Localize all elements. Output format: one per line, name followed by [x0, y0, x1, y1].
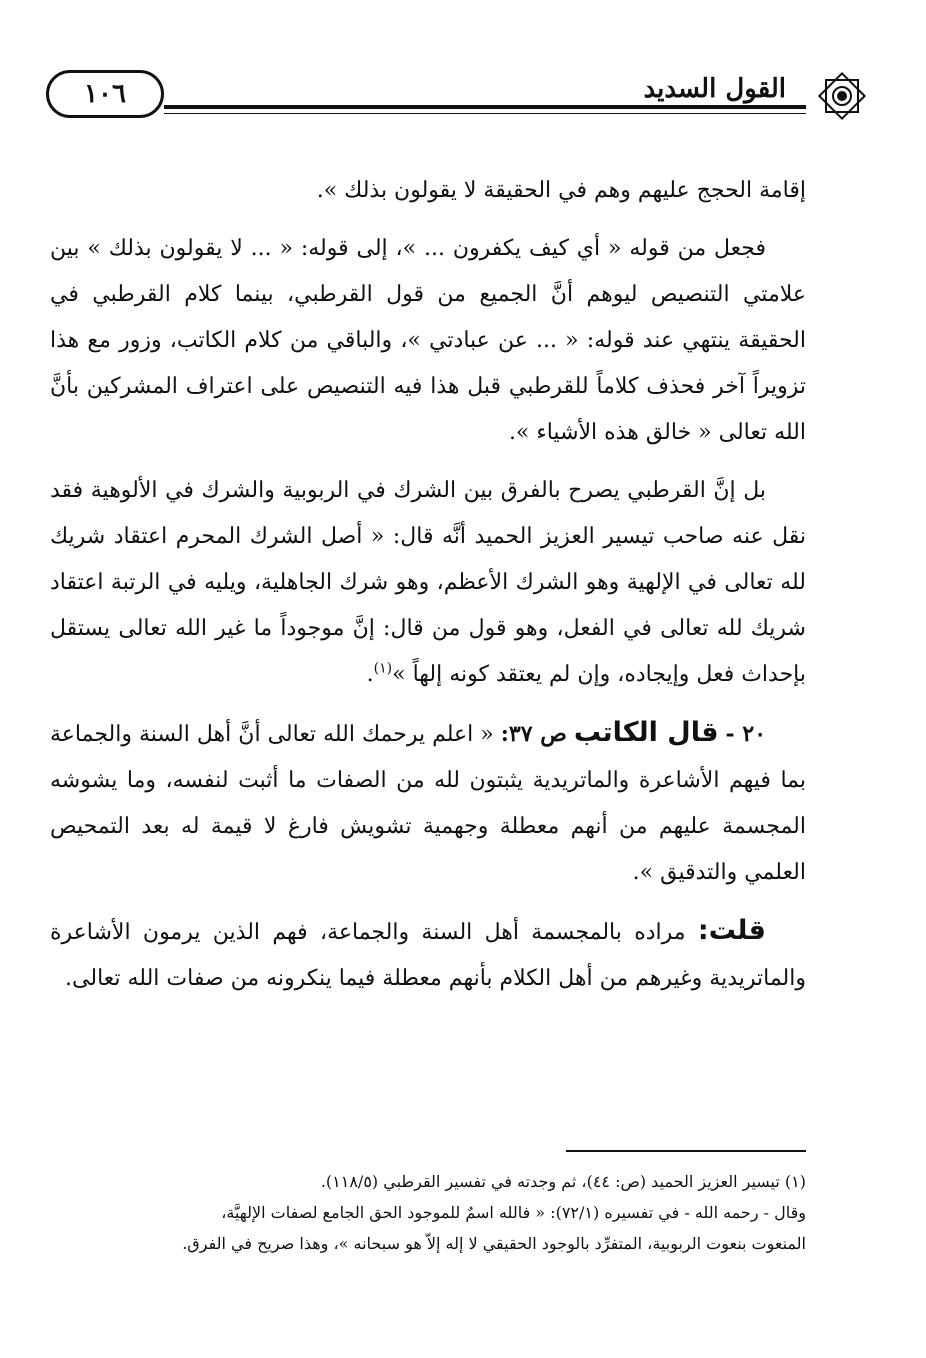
- header-rule-thick: [164, 105, 806, 109]
- paragraph-3: [50, 468, 806, 698]
- item-page: ص ٣٧:: [500, 721, 567, 747]
- footnote-1: (١) تيسير العزيز الحميد (ص: ٤٤)، ثم وجدته في تفسير القرطبي (١١٨/٥).: [320, 1172, 806, 1191]
- item-label: قال الكاتب: [573, 717, 719, 748]
- page-number-badge: [46, 70, 164, 118]
- footnotes: [50, 1166, 806, 1259]
- running-title: القول السديد: [643, 74, 786, 104]
- footnote-separator: [566, 1150, 806, 1152]
- paragraph-5: [50, 908, 806, 1002]
- paragraph-4-text: « اعلم يرحمك الله تعالى أنَّ أهل السنة والجماعة بما فيهم الأشاعرة والماتريدية يثبتون لله من الصفات ما أثبت لنفسه، وما يشوشه المجسمة عليهم من أنهم معطلة وجهمية تشويش فارغ لا قيمة له بعد التمحيص العلمي والتدقيق ».: [50, 722, 806, 885]
- footnote-1-line-3: المنعوت بنعوت الربوبية، المتفرِّد بالوجود الحقيقي لا إله إلاّ هو سبحانه »، وهذا صريح في الفرق.: [182, 1234, 806, 1253]
- star-ornament-icon: [812, 66, 872, 126]
- header-rule-thin: [164, 113, 806, 114]
- main-text: [50, 168, 806, 1014]
- paragraph-5-text: مراده بالمجسمة أهل السنة والجماعة، فهم الذين يرمون الأشاعرة والماتريدية وغيرهم من أهل الكلام بأنهم معطلة فيما ينكرونه من صفات الله تعالى.: [50, 920, 806, 991]
- paragraph-3-text: بل إنَّ القرطبي يصرح بالفرق بين الشرك في الربوبية والشرك في الألوهية فقد نقل عنه صاحب تيسير العزيز الحميد أنَّه قال: « أصل الشرك المحرم اعتقاد شريك لله تعالى في الإلهية وهو الشرك الأعظم، وهو شرك الجاهلية، ويليه في الرتبة اعتقاد شريك لله تعالى في الفعل، وهو قول من قال: إنَّ موجوداً ما غير الله تعالى يستقل بإحداث فعل وإيجاده، وإن لم يعتقد كونه إلهاً »: [50, 478, 806, 687]
- footnote-1-line-2: وقال - رحمه الله - في تفسيره (٧٢/١): « فالله اسمٌ للموجود الحق الجامع لصفات الإلهيَّة،: [221, 1203, 806, 1222]
- page-number: ١٠٦: [84, 79, 126, 109]
- paragraph-4: [50, 710, 806, 896]
- answer-label: قلت:: [697, 915, 766, 946]
- paragraph-3-end: .: [366, 662, 374, 687]
- item-number: ٢٠ -: [725, 721, 767, 747]
- paragraph-1: إقامة الحجج عليهم وهم في الحقيقة لا يقولون بذلك ».: [316, 178, 806, 203]
- footnote-ref-1: (١): [373, 660, 393, 677]
- paragraph-2: فجعل من قوله « أي كيف يكفرون ... »، إلى قوله: « ... لا يقولون بذلك » بين علامتي التنصيص ليوهم أنَّ الجميع من قول القرطبي، بينما كلام القرطبي في الحقيقة ينتهي عند قوله: « ... عن عبادتي »، والباقي من كلام الكاتب، وزور مع هذا تزويراً آخر فحذف كلاماً للقرطبي قبل هذا فيه التنصيص على اعتراف المشركين بأنَّ الله تعالى « خالق هذه الأشياء ».: [50, 236, 806, 445]
- page-header: [40, 58, 886, 138]
